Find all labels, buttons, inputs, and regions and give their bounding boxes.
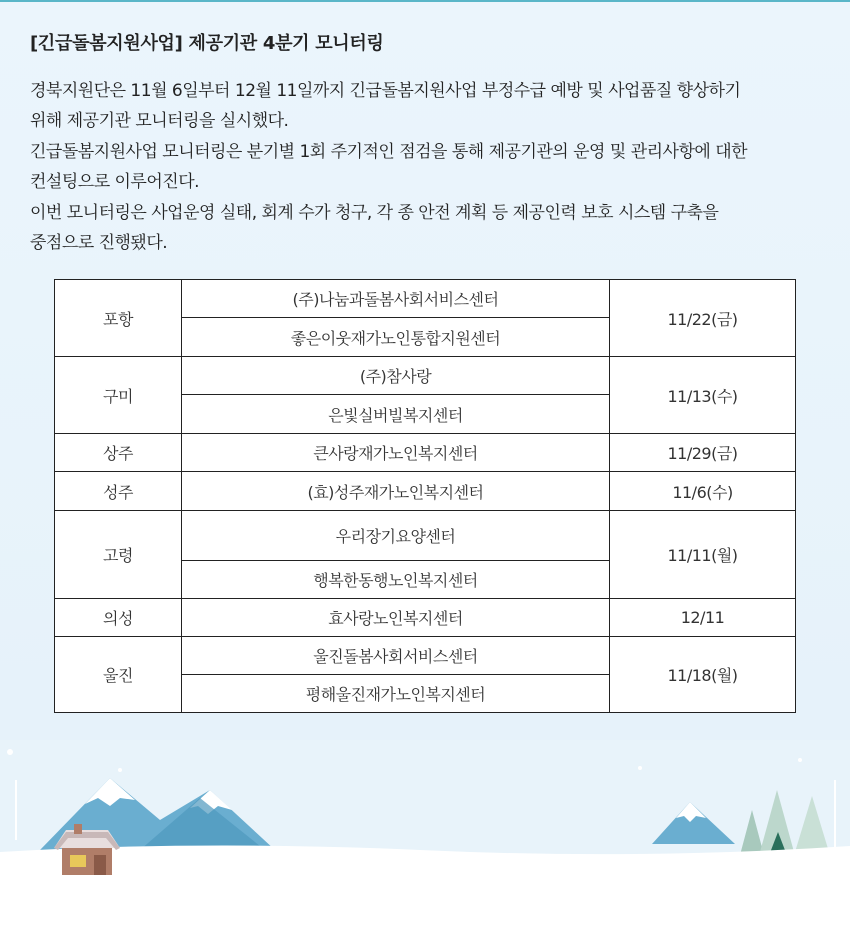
body-line: 경북지원단은 11월 6일부터 12월 11일까지 긴급돌봄지원사업 부정수급 예방 및 사업품질 향상하기 [30, 81, 741, 101]
center-cell: 우리장기요양센터 [182, 511, 610, 561]
body-line: 이번 모니터링은 사업운영 실태, 회계 수가 청구, 각 종 안전 계획 등 제공인력 보호 시스템 구축을 [30, 202, 719, 223]
body-line: 중점으로 진행됐다. [30, 233, 168, 254]
table-row [55, 434, 796, 472]
body-line: 위해 제공기관 모니터링을 실시했다. [30, 111, 289, 132]
article-body [30, 76, 820, 258]
region-cell: 고령 [55, 511, 182, 599]
body-line: 컨설팅으로 이루어진다. [30, 172, 200, 193]
page-title: [긴급돌봄지원사업] 제공기관 4분기 모니터링 [30, 33, 384, 54]
date-cell: 11/22(금) [610, 280, 796, 357]
table-row [55, 472, 796, 511]
date-cell: 11/13(수) [610, 357, 796, 434]
table-row [55, 511, 796, 561]
body-line: 긴급돌봄지원사업 모니터링은 분기별 1회 주기적인 점검을 통해 제공기관의 운영 및 관리사항에 대한 [30, 141, 748, 162]
region-cell: 울진 [55, 637, 182, 713]
center-cell: 좋은이웃재가노인통합지원센터 [182, 318, 610, 357]
winter-scene-illustration [0, 740, 850, 946]
center-cell: 은빛실버빌복지센터 [182, 395, 610, 434]
table-row [55, 637, 796, 675]
monitoring-schedule-table [54, 279, 796, 713]
date-cell: 12/11 [610, 599, 796, 637]
date-cell: 11/11(월) [610, 511, 796, 599]
center-cell: (주)나눔과돌봄사회서비스센터 [182, 280, 610, 318]
center-cell: 평해울진재가노인복지센터 [182, 675, 610, 713]
date-cell: 11/18(월) [610, 637, 796, 713]
center-cell: 울진돌봄사회서비스센터 [182, 637, 610, 675]
table-row [55, 357, 796, 395]
table-row [55, 599, 796, 637]
region-cell: 구미 [55, 357, 182, 434]
table-row [55, 280, 796, 318]
center-cell: 효사랑노인복지센터 [182, 599, 610, 637]
snow-ground [0, 845, 850, 946]
region-cell: 상주 [55, 434, 182, 472]
date-cell: 11/6(수) [610, 472, 796, 511]
center-cell: 큰사랑재가노인복지센터 [182, 434, 610, 472]
region-cell: 포항 [55, 280, 182, 357]
region-cell: 성주 [55, 472, 182, 511]
center-cell: (효)성주재가노인복지센터 [182, 472, 610, 511]
center-cell: 행복한동행노인복지센터 [182, 561, 610, 599]
center-cell: (주)참사랑 [182, 357, 610, 395]
date-cell: 11/29(금) [610, 434, 796, 472]
region-cell: 의성 [55, 599, 182, 637]
